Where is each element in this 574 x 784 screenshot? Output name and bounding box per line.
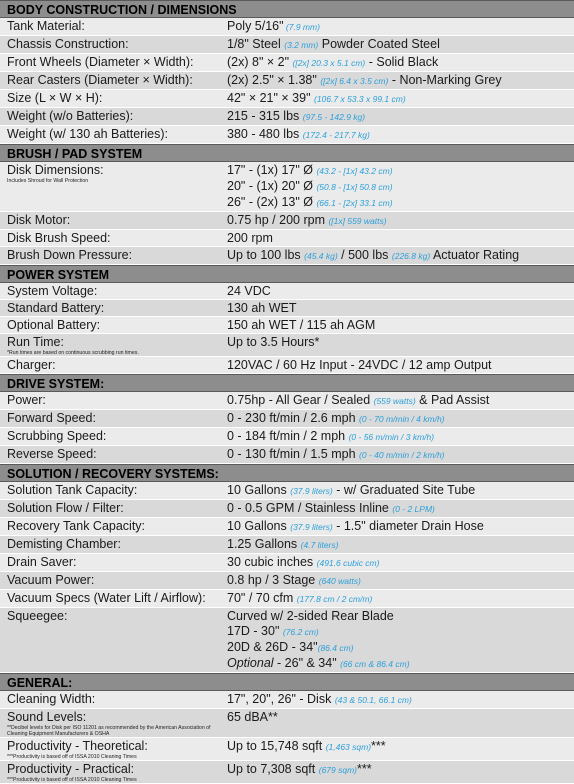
spec-label: Productivity - Theoretical: — [7, 739, 148, 753]
imperial-value: 0.75 hp / 200 rpm — [227, 213, 329, 227]
spec-value-line — [227, 284, 570, 299]
spec-label-cell — [0, 572, 227, 589]
metric-value: (0 - 56 m/min / 3 km/h) — [348, 432, 435, 442]
metric-value: (76.2 cm) — [282, 627, 319, 637]
spec-label-cell — [0, 536, 227, 553]
spec-value-line — [227, 640, 570, 656]
spec-row — [0, 738, 574, 761]
spec-value — [227, 500, 574, 517]
spec-label-cell — [0, 230, 227, 246]
spec-label: Recovery Tank Capacity: — [7, 519, 146, 533]
section-header: BRUSH / PAD SYSTEM — [0, 144, 574, 162]
spec-label: Rear Casters (Diameter × Width): — [7, 73, 193, 87]
spec-value — [227, 738, 574, 760]
imperial-value: 65 dBA** — [227, 710, 278, 724]
spec-label-cell — [0, 72, 227, 89]
spec-label: System Voltage: — [7, 284, 98, 298]
spec-label: Tank Material: — [7, 19, 85, 33]
spec-row — [0, 300, 574, 317]
spec-label: Vacuum Power: — [7, 573, 95, 587]
imperial-value: 0 - 230 ft/min / 2.6 mph — [227, 411, 360, 425]
spec-row — [0, 18, 574, 36]
spec-value-line — [227, 447, 570, 463]
metric-value: (4.7 liters) — [300, 540, 339, 550]
spec-value — [227, 36, 574, 53]
spec-label-cell — [0, 738, 227, 760]
spec-row — [0, 212, 574, 230]
imperial-value: *** — [371, 739, 386, 753]
spec-row — [0, 108, 574, 126]
spec-value — [227, 428, 574, 445]
spec-footnote: **Decibel levels for Disk per ISO 11201 as recommended by the American Association of Cleaning Equipment Manufacturers & OSHA — [7, 725, 211, 737]
spec-footnote: *Run times are based on continuous scrubbing run times. — [7, 350, 139, 356]
imperial-value: 120VAC / 60 Hz Input - 24VDC / 12 amp Output — [227, 358, 492, 372]
spec-label-cell — [0, 126, 227, 143]
section-header: DRIVE SYSTEM: — [0, 374, 574, 392]
spec-value-line — [227, 429, 570, 445]
imperial-value: Powder Coated Steel — [318, 37, 440, 51]
imperial-value: - Non-Marking Grey — [388, 73, 502, 87]
spec-label: Drain Saver: — [7, 555, 77, 569]
section-header: GENERAL: — [0, 673, 574, 691]
metric-value: (43 & 50.1, 66.1 cm) — [334, 695, 412, 705]
spec-label-cell — [0, 761, 227, 783]
imperial-value: 0 - 0.5 GPM / Stainless Inline — [227, 501, 393, 515]
spec-row — [0, 500, 574, 518]
imperial-value: 17" - (1x) 17" Ø — [227, 163, 317, 177]
spec-footnote: ***Productivity is based off of ISSA 2010 Cleaning Times — [7, 777, 137, 783]
spec-value-line — [227, 213, 570, 229]
metric-value: (43.2 - [1x] 43.2 cm) — [316, 166, 393, 176]
imperial-value: 1/8" Steel — [227, 37, 285, 51]
imperial-value: - 26" & 34" — [273, 656, 341, 670]
spec-label-cell — [0, 392, 227, 409]
imperial-value: 200 rpm — [227, 231, 273, 245]
spec-label-cell — [0, 357, 227, 373]
spec-label-cell — [0, 283, 227, 299]
imperial-value: Actuator Rating — [430, 248, 520, 262]
spec-value-line — [227, 163, 570, 179]
spec-label-cell — [0, 446, 227, 463]
imperial-value: Up to 3.5 Hours* — [227, 335, 320, 349]
spec-label-cell — [0, 162, 227, 211]
spec-row — [0, 334, 574, 357]
spec-value-line — [227, 37, 570, 53]
section-header: BODY CONSTRUCTION / DIMENSIONS — [0, 0, 574, 18]
spec-value-line — [227, 656, 570, 672]
spec-label-cell — [0, 410, 227, 427]
spec-row — [0, 54, 574, 72]
spec-value — [227, 536, 574, 553]
spec-label-cell — [0, 428, 227, 445]
spec-row — [0, 709, 574, 738]
spec-value-line — [227, 609, 570, 624]
imperial-value: 20" - (1x) 20" Ø — [227, 179, 317, 193]
spec-value-line — [227, 55, 570, 71]
imperial-value: - 1.5" diameter Drain Hose — [332, 519, 484, 533]
imperial-value: 215 - 315 lbs — [227, 109, 303, 123]
spec-value — [227, 691, 574, 708]
spec-value — [227, 392, 574, 409]
spec-value — [227, 90, 574, 107]
spec-value-line — [227, 710, 570, 725]
spec-label: Vacuum Specs (Water Lift / Airflow): — [7, 591, 206, 605]
spec-label-cell — [0, 90, 227, 107]
spec-footnote: Includes Shroud for Wall Protection — [7, 178, 89, 184]
imperial-value: 1.25 Gallons — [227, 537, 301, 551]
spec-value-line — [227, 537, 570, 553]
spec-value-line — [227, 573, 570, 589]
imperial-value: 0 - 184 ft/min / 2 mph — [227, 429, 349, 443]
metric-value: (679 sqm) — [318, 765, 357, 775]
spec-label-cell — [0, 54, 227, 71]
spec-value — [227, 247, 574, 264]
spec-label-cell — [0, 554, 227, 571]
metric-value: ([2x] 6.4 x 3.5 cm) — [320, 76, 389, 86]
spec-value — [227, 482, 574, 499]
spec-value-line — [227, 335, 570, 350]
imperial-value: 150 ah WET / 115 ah AGM — [227, 318, 376, 332]
spec-value — [227, 54, 574, 71]
spec-label: Weight (w/ 130 ah Batteries): — [7, 127, 168, 141]
spec-value-line — [227, 301, 570, 316]
metric-value: (226.8 kg) — [391, 251, 431, 261]
spec-value-line — [227, 91, 570, 107]
imperial-value: 10 Gallons — [227, 483, 291, 497]
spec-value — [227, 212, 574, 229]
spec-value-line — [227, 411, 570, 427]
metric-value: (640 watts) — [318, 576, 361, 586]
spec-label: Productivity - Practical: — [7, 762, 135, 776]
imperial-value: Optional — [227, 656, 274, 670]
spec-value — [227, 18, 574, 35]
spec-footnote: ***Productivity is based off of ISSA 2010 Cleaning Times — [7, 754, 137, 760]
metric-value: (177.8 cm / 2 cm/m) — [296, 594, 373, 604]
metric-value: (50.8 - [1x] 50.8 cm) — [316, 182, 393, 192]
imperial-value: 10 Gallons — [227, 519, 291, 533]
spec-label-cell — [0, 18, 227, 35]
imperial-value: 42" × 21" × 39" — [227, 91, 314, 105]
spec-value-line — [227, 195, 570, 211]
spec-value-line — [227, 358, 570, 373]
spec-value-line — [227, 19, 570, 35]
imperial-value: 130 ah WET — [227, 301, 297, 315]
spec-value — [227, 357, 574, 373]
spec-value-line — [227, 591, 570, 607]
spec-label: Sound Levels: — [7, 710, 87, 724]
imperial-value: 24 VDC — [227, 284, 271, 298]
spec-label: Forward Speed: — [7, 411, 96, 425]
spec-label: Disk Motor: — [7, 213, 71, 227]
spec-label: Reverse Speed: — [7, 447, 97, 461]
spec-value-line — [227, 393, 570, 409]
spec-value — [227, 761, 574, 783]
metric-value: (7.9 mm) — [283, 22, 320, 32]
imperial-value: 380 - 480 lbs — [227, 127, 303, 141]
spec-value-line — [227, 109, 570, 125]
spec-label: Solution Tank Capacity: — [7, 483, 138, 497]
imperial-value: 17D - 30" — [227, 624, 283, 638]
spec-label-cell — [0, 36, 227, 53]
spec-label: Chassis Construction: — [7, 37, 129, 51]
imperial-value: - w/ Graduated Site Tube — [332, 483, 476, 497]
metric-value: (37.9 liters) — [290, 522, 333, 532]
spec-row — [0, 572, 574, 590]
imperial-value: / 500 lbs — [337, 248, 392, 262]
spec-row — [0, 554, 574, 572]
imperial-value: 30 cubic inches — [227, 555, 317, 569]
spec-value — [227, 572, 574, 589]
imperial-value: 70" / 70 cfm — [227, 591, 297, 605]
spec-label-cell — [0, 608, 227, 672]
metric-value: ([2x] 20.3 x 5.1 cm) — [292, 58, 366, 68]
spec-row — [0, 247, 574, 265]
spec-label: Run Time: — [7, 335, 64, 349]
spec-row — [0, 90, 574, 108]
metric-value: (0 - 2 LPM) — [392, 504, 435, 514]
imperial-value: 0 - 130 ft/min / 1.5 mph — [227, 447, 360, 461]
spec-label: Cleaning Width: — [7, 692, 96, 706]
spec-label-cell — [0, 691, 227, 708]
imperial-value: - Solid Black — [365, 55, 439, 69]
imperial-value: Up to 15,748 sqft — [227, 739, 326, 753]
spec-value-line — [227, 483, 570, 499]
spec-value-line — [227, 692, 570, 708]
spec-label: Power: — [7, 393, 46, 407]
metric-value: (97.5 - 142.9 kg) — [302, 112, 366, 122]
spec-row — [0, 590, 574, 608]
spec-row — [0, 691, 574, 709]
metric-value: (172.4 - 217.7 kg) — [302, 130, 370, 140]
metric-value: (37.9 liters) — [290, 486, 333, 496]
spec-value-line — [227, 519, 570, 535]
imperial-value: Curved w/ 2-sided Rear Blade — [227, 609, 394, 623]
metric-value: (559 watts) — [373, 396, 416, 406]
metric-value: (3.2 mm) — [284, 40, 319, 50]
imperial-value: (2x) 8" × 2" — [227, 55, 293, 69]
imperial-value: (2x) 2.5" × 1.38" — [227, 73, 321, 87]
spec-row — [0, 536, 574, 554]
spec-value-line — [227, 739, 570, 755]
spec-row — [0, 410, 574, 428]
spec-label-cell — [0, 300, 227, 316]
spec-value-line — [227, 501, 570, 517]
spec-row — [0, 761, 574, 784]
imperial-value: *** — [357, 762, 372, 776]
spec-label: Squeegee: — [7, 609, 68, 623]
spec-value — [227, 608, 574, 672]
metric-value: (0 - 40 m/min / 2 km/h) — [359, 450, 445, 460]
spec-value — [227, 709, 574, 737]
spec-row — [0, 482, 574, 500]
metric-value: (106.7 x 53.3 x 99.1 cm) — [314, 94, 406, 104]
metric-value: (66.1 - [2x] 33.1 cm) — [316, 198, 393, 208]
imperial-value: & Pad Assist — [415, 393, 490, 407]
spec-row — [0, 428, 574, 446]
spec-value — [227, 162, 574, 211]
spec-label-cell — [0, 500, 227, 517]
spec-label-cell — [0, 518, 227, 535]
spec-value-line — [227, 179, 570, 195]
spec-label: Disk Dimensions: — [7, 163, 104, 177]
metric-value: (66 cm & 86.4 cm) — [340, 659, 410, 669]
spec-value — [227, 334, 574, 356]
spec-row — [0, 230, 574, 247]
spec-label: Demisting Chamber: — [7, 537, 121, 551]
spec-label-cell — [0, 108, 227, 125]
imperial-value: 20D & 26D - 34" — [227, 640, 318, 654]
spec-value-line — [227, 318, 570, 333]
spec-row — [0, 446, 574, 464]
imperial-value: 0.75hp - All Gear / Sealed — [227, 393, 374, 407]
spec-value-line — [227, 624, 570, 640]
section-header: POWER SYSTEM — [0, 265, 574, 283]
spec-row — [0, 283, 574, 300]
spec-value — [227, 446, 574, 463]
spec-value-line — [227, 231, 570, 246]
spec-value — [227, 590, 574, 607]
metric-value: (86.4 cm) — [317, 643, 354, 653]
spec-value — [227, 108, 574, 125]
section-header: SOLUTION / RECOVERY SYSTEMS: — [0, 464, 574, 482]
spec-value-line — [227, 73, 570, 89]
spec-value-line — [227, 555, 570, 571]
spec-label-cell — [0, 334, 227, 356]
spec-value — [227, 126, 574, 143]
imperial-value: 17", 20", 26" - Disk — [227, 692, 335, 706]
metric-value: (1,463 sqm) — [325, 742, 372, 752]
spec-label: Optional Battery: — [7, 318, 101, 332]
spec-label: Disk Brush Speed: — [7, 231, 111, 245]
spec-label-cell — [0, 317, 227, 333]
metric-value: (0 - 70 m/min / 4 km/h) — [359, 414, 445, 424]
spec-row — [0, 317, 574, 334]
imperial-value: 26" - (2x) 13" Ø — [227, 195, 317, 209]
spec-row — [0, 518, 574, 536]
spec-row — [0, 162, 574, 212]
spec-row — [0, 392, 574, 410]
spec-value — [227, 300, 574, 316]
metric-value: (491.6 cubic cm) — [316, 558, 380, 568]
spec-label-cell — [0, 247, 227, 264]
spec-value — [227, 230, 574, 246]
spec-value — [227, 554, 574, 571]
spec-value — [227, 317, 574, 333]
metric-value: ([1x] 559 watts) — [328, 216, 387, 226]
spec-label: Brush Down Pressure: — [7, 248, 133, 262]
spec-label: Scrubbing Speed: — [7, 429, 107, 443]
spec-label-cell — [0, 212, 227, 229]
spec-label-cell — [0, 590, 227, 607]
metric-value: (45.4 kg) — [304, 251, 338, 261]
spec-row — [0, 36, 574, 54]
spec-label: Standard Battery: — [7, 301, 105, 315]
spec-label: Front Wheels (Diameter × Width): — [7, 55, 194, 69]
spec-value-line — [227, 127, 570, 143]
spec-label: Size (L × W × H): — [7, 91, 103, 105]
spec-label-cell — [0, 709, 227, 737]
imperial-value: Up to 100 lbs — [227, 248, 305, 262]
imperial-value: 0.8 hp / 3 Stage — [227, 573, 319, 587]
spec-row — [0, 357, 574, 374]
spec-value-line — [227, 248, 570, 264]
spec-label-cell — [0, 482, 227, 499]
spec-row — [0, 72, 574, 90]
spec-value-line — [227, 762, 570, 778]
spec-value — [227, 518, 574, 535]
spec-row — [0, 126, 574, 144]
imperial-value: Poly 5/16" — [227, 19, 284, 33]
spec-row — [0, 608, 574, 673]
imperial-value: Up to 7,308 sqft — [227, 762, 319, 776]
spec-value — [227, 410, 574, 427]
spec-value — [227, 283, 574, 299]
spec-label: Charger: — [7, 358, 56, 372]
spec-label: Weight (w/o Batteries): — [7, 109, 134, 123]
spec-value — [227, 72, 574, 89]
spec-label: Solution Flow / Filter: — [7, 501, 124, 515]
